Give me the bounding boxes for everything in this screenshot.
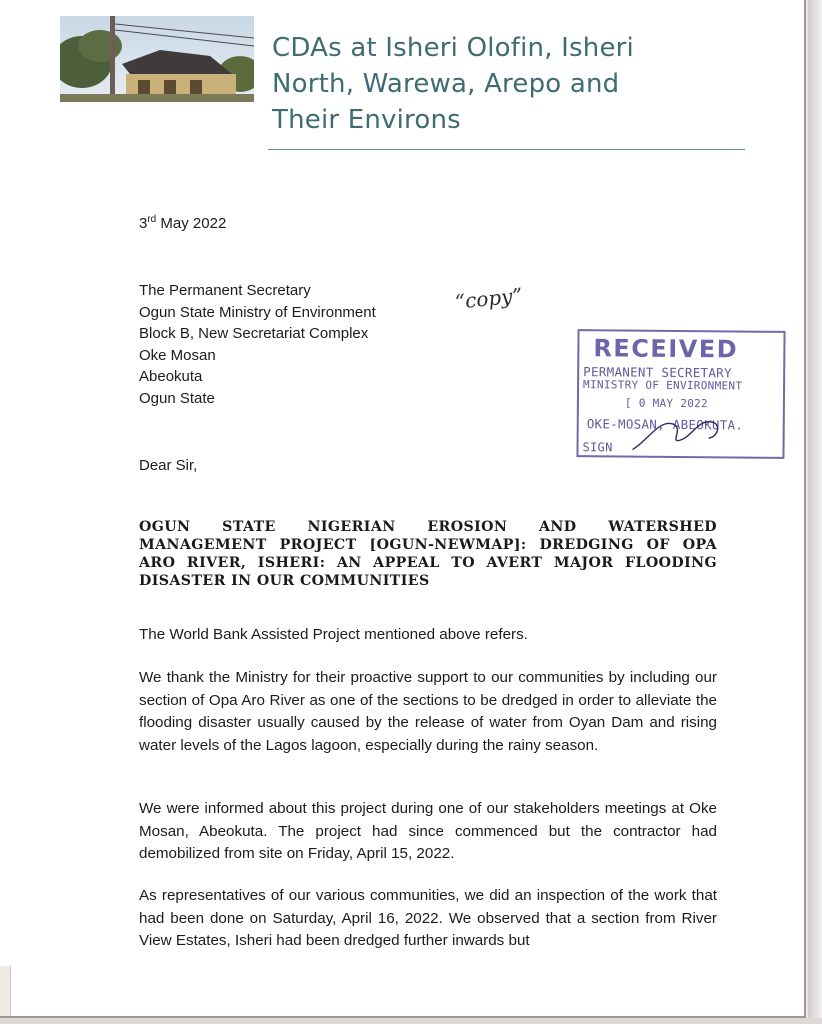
address-line: Block B, New Secretariat Complex	[139, 325, 369, 342]
address-line: Oke Mosan	[139, 346, 216, 364]
paragraph: We were informed about this project during one of our stakeholders meetings at Oke Mosan, Abeokuta. The project had since commenced but the contractor had demobilized from site on Friday, April 15, 2022.	[139, 800, 717, 862]
page-bottom-edge	[0, 1018, 822, 1024]
page-corner-tab	[0, 966, 11, 1016]
stamp-line: PERMANENT SECRETARY	[583, 364, 732, 381]
address-line: Ogun State Ministry of Environment	[139, 303, 376, 321]
handwritten-copy-note: “copy”	[453, 282, 524, 314]
stamp-heading: RECEIVED	[593, 334, 739, 364]
address-line: Ogun State	[139, 389, 215, 407]
paragraph: The World Bank Assisted Project mentioned above refers.	[139, 626, 528, 643]
letterhead-title	[272, 30, 742, 138]
address-line: The Permanent Secretary	[139, 282, 311, 299]
letter-date	[139, 214, 226, 232]
received-stamp	[576, 329, 785, 459]
salutation: Dear Sir,	[139, 457, 198, 474]
stamp-line: OKE-MOSAN, ABEOKUTA.	[586, 416, 744, 433]
date-suffix: rd	[147, 214, 157, 225]
paragraph: As representatives of our various communities, we did an inspection of the work that had been done on Saturday, April 16, 2022. We observed that a section from River View Estates, Isheri had been dredged further inwards but	[139, 887, 717, 949]
letterhead-divider	[268, 149, 745, 150]
page-edge-shadow	[808, 0, 822, 1024]
date-day: 3	[139, 215, 148, 232]
stamp-date-line: [ 0 MAY 2022	[624, 396, 709, 411]
stamp-line: MINISTRY OF ENVIRONMENT	[583, 378, 743, 393]
paragraph: We thank the Ministry for their proactive support to our communities by including our section of Opa Aro River as one of the sections to be dredged in order to alleviate the flooding disaster usually caused by the release of water from Oyan Dam and rising water levels of the Lagos lagoon, especially during the rainy season.	[139, 669, 717, 754]
recipient-address	[139, 280, 376, 409]
letterhead-photo	[60, 16, 254, 102]
stamp-sign-label: SIGN	[582, 440, 613, 455]
date-rest: May 2022	[156, 215, 227, 232]
letterhead-title-line: CDAs at Isheri Olofin, Isheri	[272, 33, 634, 63]
address-line: Abeokuta	[139, 368, 203, 385]
letter-subject: OGUN STATE NIGERIAN EROSION AND WATERSHED MANAGEMENT PROJECT [OGUN-NEWMAP]: DREDGING OF OPA ARO RIVER, ISHERI: AN APPEAL TO AVERT MAJOR FLOODING DISASTER IN OUR COMMUNITIES	[139, 519, 717, 589]
signature-scribble	[628, 410, 728, 455]
letterhead-title-line: North, Warewa, Arepo and	[272, 69, 620, 99]
letterhead-title-line: Their Environs	[272, 105, 461, 135]
